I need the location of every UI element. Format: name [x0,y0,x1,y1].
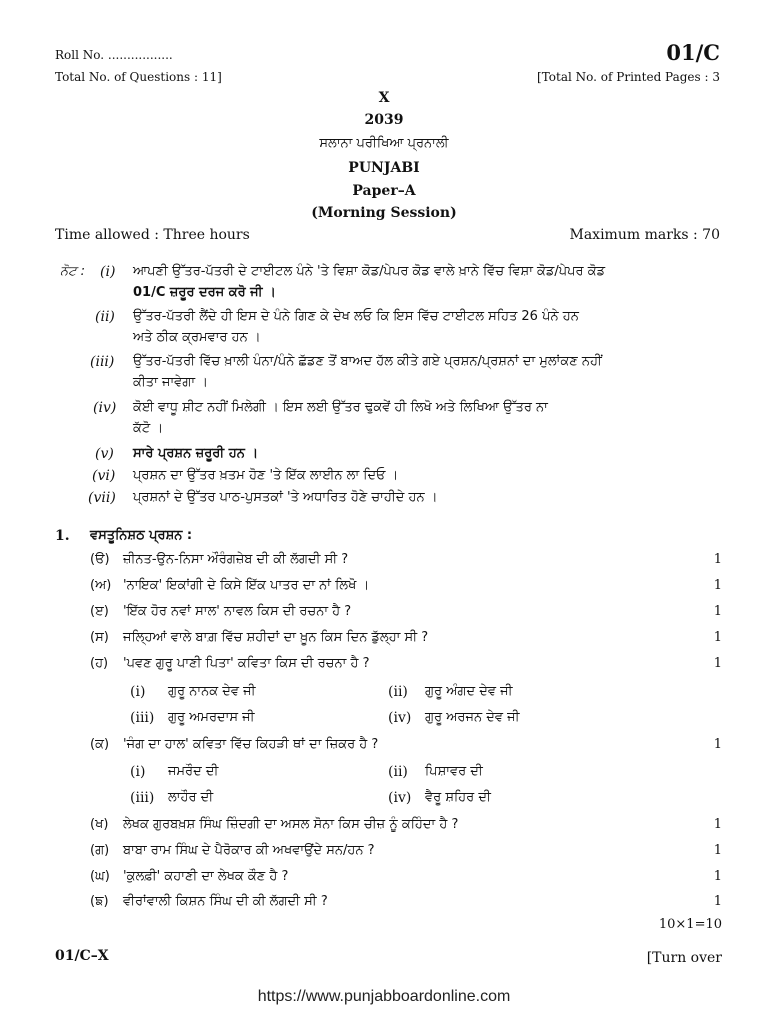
note-number: (iii) [90,354,115,370]
option-text: ਗੁਰੂ ਅਮਰਦਾਸ ਜੀ [168,710,255,725]
item-label: (ੲ) [90,604,109,619]
question-heading: ਵਸਤੂਨਿਸ਼ਠ ਪ੍ਰਸ਼ਨ : [90,528,193,543]
option-number: (ii) [388,684,408,700]
maximum-marks: Maximum marks : 70 [569,227,720,243]
option-number: (iii) [130,710,155,726]
marks-value: 1 [713,737,722,752]
option-text: ਜਮਰੌਦ ਦੀ [168,764,219,779]
option-number: (ii) [388,764,408,780]
note-number: (vi) [92,468,116,484]
note-number: (i) [100,264,116,280]
option-number: (iv) [388,790,412,806]
option-text: ਗੁਰੂ ਅਰਜਨ ਦੇਵ ਜੀ [425,710,520,725]
note-text: ਸਾਰੇ ਪ੍ਰਸ਼ਨ ਜ਼ਰੂਰੀ ਹਨ । [133,446,259,461]
paper-code: 01/C [666,40,720,65]
marks-value: 1 [713,552,722,567]
marks-value: 1 [713,656,722,671]
marks-value: 1 [713,604,722,619]
paper-label: Paper–A [352,183,416,199]
marks-value: 1 [713,894,722,909]
option-text: ਪਿਸ਼ਾਵਰ ਦੀ [425,764,483,779]
question-text: 'ਇੱਕ ਹੋਰ ਨਵਾਂ ਸਾਲ' ਨਾਵਲ ਕਿਸ ਦੀ ਰਚਨਾ ਹੈ ? [123,604,352,619]
turn-over: [Turn over [646,950,722,966]
subject-title: PUNJABI [348,160,420,176]
option-number: (i) [130,764,146,780]
note-text: ਕੋਈ ਵਾਧੂ ਸ਼ੀਟ ਨਹੀਂ ਮਿਲੇਗੀ । ਇਸ ਲਈ ਉੱਤਰ ਢੁਕਵੇਂ ਹੀ ਲਿਖੋ ਅਤੇ ਲਿਖਿਆ ਉੱਤਰ ਨਾ [133,400,548,415]
question-number: 1. [55,528,70,544]
question-text: 'ਨਾਇਕ' ਇਕਾਂਗੀ ਦੇ ਕਿਸੇ ਇੱਕ ਪਾਤਰ ਦਾ ਨਾਂ ਲਿਖੋ । [123,578,370,593]
question-text: 'ਕੁਲਫ਼ੀ' ਕਹਾਣੀ ਦਾ ਲੇਖਕ ਕੌਣ ਹੈ ? [123,869,289,884]
note-text: ਆਪਣੀ ਉੱਤਰ-ਪੱਤਰੀ ਦੇ ਟਾਈਟਲ ਪੰਨੇ 'ਤੇ ਵਿਸ਼ਾ ਕੋਡ/ਪੇਪਰ ਕੋਡ ਵਾਲੇ ਖ਼ਾਨੇ ਵਿੱਚ ਵਿਸ਼ਾ ਕੋਡ/ਪੇਪਰ ਕੋਡ [133,264,606,279]
footer-code: 01/C–X [55,948,109,964]
note-number: (ii) [95,309,115,325]
note-text: ਪ੍ਰਸ਼ਨ ਦਾ ਉੱਤਰ ਖ਼ਤਮ ਹੋਣ 'ਤੇ ਇੱਕ ਲਾਈਨ ਲਾ ਦਿਓ । [133,468,399,483]
item-label: (ਖ) [90,817,109,832]
marks-value: 1 [713,578,722,593]
question-text: ਲੇਖਕ ਗੁਰਬਖ਼ਸ਼ ਸਿੰਘ ਜ਼ਿੰਦਗੀ ਦਾ ਅਸਲ ਸੋਨਾ ਕਿਸ ਚੀਜ਼ ਨੂੰ ਕਹਿੰਦਾ ਹੈ ? [123,817,459,832]
marks-value: 1 [713,630,722,645]
note-text: ਕੱਟੋ । [133,421,164,436]
year-label: 2039 [364,112,404,128]
exam-system: ਸਲਾਨਾ ਪਰੀਖਿਆ ਪ੍ਰਨਾਲੀ [319,136,449,151]
option-number: (iii) [130,790,155,806]
total-questions: Total No. of Questions : 11] [55,70,222,84]
question-text: ਬਾਬਾ ਰਾਮ ਸਿੰਘ ਦੇ ਪੈਰੋਕਾਰ ਕੀ ਅਖਵਾਉਂਦੇ ਸਨ/ਹਨ ? [123,843,375,858]
item-label: (ਕ) [90,737,110,752]
question-text: 'ਜੰਗ ਦਾ ਹਾਲ' ਕਵਿਤਾ ਵਿੱਚ ਕਿਹੜੀ ਥਾਂ ਦਾ ਜ਼ਿਕਰ ਹੈ ? [123,737,379,752]
note-number: (v) [95,446,114,462]
session-label: (Morning Session) [311,205,457,221]
item-label: (ਹ) [90,656,109,671]
item-label: (ੳ) [90,552,110,567]
class-label: X [378,90,390,106]
marks-value: 1 [713,817,722,832]
note-number: (vii) [88,490,116,506]
question-text: ਵੀਰਾਂਵਾਲੀ ਕਿਸ਼ਨ ਸਿੰਘ ਦੀ ਕੀ ਲੱਗਦੀ ਸੀ ? [123,894,328,909]
option-text: ਗੁਰੂ ਅੰਗਦ ਦੇਵ ਜੀ [425,684,513,699]
website-link[interactable]: https://www.punjabboardonline.com [257,988,511,1005]
option-number: (i) [130,684,146,700]
question-text: 'ਪਵਣ ਗੁਰੂ ਪਾਣੀ ਪਿਤਾ' ਕਵਿਤਾ ਕਿਸ ਦੀ ਰਚਨਾ ਹੈ ? [123,656,370,671]
option-text: ਵੈਰੂ ਸ਼ਹਿਰ ਦੀ [425,790,491,805]
option-text: ਗੁਰੂ ਨਾਨਕ ਦੇਵ ਜੀ [168,684,256,699]
option-text: ਲਾਹੌਰ ਦੀ [168,790,214,805]
note-text: ਉੱਤਰ-ਪੱਤਰੀ ਲੈਂਦੇ ਹੀ ਇਸ ਦੇ ਪੰਨੇ ਗਿਣ ਕੇ ਦੇਖ ਲਓ ਕਿ ਇਸ ਵਿੱਚ ਟਾਈਟਲ ਸਹਿਤ 26 ਪੰਨੇ ਹਨ [133,309,579,324]
item-label: (ਘ) [90,869,110,884]
question-text: ਜਲ੍ਹਿਆਂ ਵਾਲੇ ਬਾਗ਼ ਵਿੱਚ ਸ਼ਹੀਦਾਂ ਦਾ ਖ਼ੂਨ ਕਿਸ ਦਿਨ ਡੁੱਲ੍ਹਾ ਸੀ ? [123,630,429,645]
note-text: ਅਤੇ ਠੀਕ ਕ੍ਰਮਵਾਰ ਹਨ । [133,330,261,345]
item-label: (ਗ) [90,843,110,858]
roll-number: Roll No. ................. [55,48,173,62]
marks-value: 1 [713,843,722,858]
marks-value: 1 [713,869,722,884]
note-text: ਕੀਤਾ ਜਾਵੇਗਾ । [133,375,208,390]
item-label: (ਅ) [90,578,112,593]
item-label: (ਙ) [90,894,109,909]
time-allowed: Time allowed : Three hours [55,227,250,243]
total-marks: 10×1=10 [658,917,722,932]
note-label: ਨੋਟ : [60,264,85,279]
note-text: ਪ੍ਰਸ਼ਨਾਂ ਦੇ ਉੱਤਰ ਪਾਠ-ਪੁਸਤਕਾਂ 'ਤੇ ਅਧਾਰਿਤ ਹੋਣੇ ਚਾਹੀਦੇ ਹਨ । [133,490,438,505]
note-number: (iv) [93,400,117,416]
option-number: (iv) [388,710,412,726]
item-label: (ਸ) [90,630,109,645]
printed-pages: [Total No. of Printed Pages : 3 [537,70,720,84]
question-text: ਜ਼ੀਨਤ-ਉਨ-ਨਿਸਾ ਔਰੰਗਜ਼ੇਬ ਦੀ ਕੀ ਲੱਗਦੀ ਸੀ ? [123,552,349,567]
note-text: ਉੱਤਰ-ਪੱਤਰੀ ਵਿੱਚ ਖ਼ਾਲੀ ਪੰਨਾ/ਪੰਨੇ ਛੱਡਣ ਤੋਂ ਬਾਅਦ ਹੱਲ ਕੀਤੇ ਗਏ ਪ੍ਰਸ਼ਨ/ਪ੍ਰਸ਼ਨਾਂ ਦਾ ਮੁਲਾਂਕਣ ਨਹੀਂ [133,354,602,369]
note-text: 01/C ਜ਼ਰੂਰ ਦਰਜ ਕਰੋ ਜੀ । [133,285,276,300]
